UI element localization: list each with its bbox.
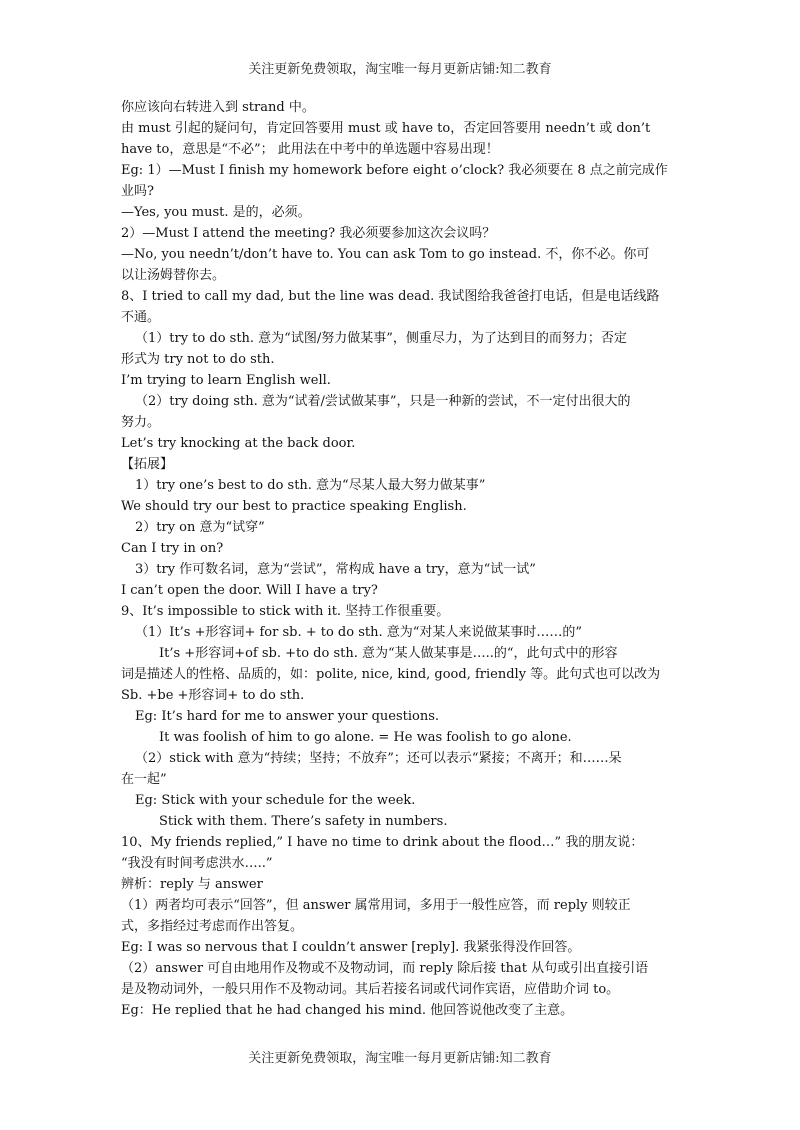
text-line: We should try our best to practice speaking English.	[121, 499, 467, 514]
text-line: 以让汤姆替你去。	[121, 268, 226, 283]
text-line: 8、I tried to call my dad, but the line was dead. 我试图给我爸爸打电话，但是电话线路	[121, 289, 660, 304]
text-line: Stick with them. There’s safety in numbers.	[159, 814, 448, 829]
text-line: 努力。	[121, 415, 161, 430]
text-line: 式，多指经过考虑而作出答复。	[121, 919, 304, 934]
page-footer: 关注更新免费领取，淘宝唯一每月更新店铺:知二教育	[248, 1051, 552, 1066]
text-line: —Yes, you must. 是的，必须。	[121, 205, 311, 220]
text-line: have to，意思是“不必”； 此用法在中考中的单选题中容易出现！	[121, 142, 499, 157]
page-header: 关注更新免费领取，淘宝唯一每月更新店铺:知二教育	[248, 62, 552, 77]
document-body	[121, 97, 677, 1021]
text-line: Eg：He replied that he had changed his mind. 他回答说他改变了主意。	[121, 1003, 574, 1018]
text-line: Eg: It’s hard for me to answer your questions.	[135, 709, 440, 724]
text-line: 1）try one’s best to do sth. 意为“尽某人最大努力做某事”	[135, 478, 486, 493]
text-line: 辨析：reply 与 answer	[121, 877, 263, 892]
text-line: 9、It’s impossible to stick with it. 坚持工作很重要。	[121, 604, 450, 619]
text-line: Eg: 1）—Must I finish my homework before eight o’clock? 我必须要在 8 点之前完成作	[121, 163, 668, 178]
text-line: 2）try on 意为“试穿”	[135, 520, 265, 535]
text-line: I can’t open the door. Will I have a try?	[121, 583, 378, 598]
text-line: Let’s try knocking at the back door.	[121, 436, 356, 451]
text-line: 在一起”	[121, 772, 167, 787]
text-line: 2）—Must I attend the meeting? 我必须要参加这次会议吗？	[121, 226, 496, 241]
text-line: 词是描述人的性格、品质的，如：polite, nice, kind, good, friendly 等。此句式也可以改为	[121, 667, 661, 682]
text-line: Can I try in on?	[121, 541, 224, 556]
text-line: —No, you needn’t/don’t have to. You can ask Tom to go instead. 不，你不必。你可	[121, 247, 650, 262]
text-line: 3）try 作可数名词，意为“尝试”，常构成 have a try，意为“试一试”	[135, 562, 536, 577]
text-line: 10、My friends replied,” I have no time to drink about the flood…” 我的朋友说：	[121, 835, 644, 850]
text-line: （2）answer 可自由地用作及物或不及物动词，而 reply 除后接 that 从句或引出直接引语	[121, 961, 649, 976]
text-line: 业吗?	[121, 184, 154, 199]
text-line: Eg: I was so nervous that I couldn’t answer [reply]. 我紧张得没作回答。	[121, 940, 581, 955]
text-line: （1）It’s +形容词+ for sb. + to do sth. 意为“对某人来说做某事时……的”	[135, 625, 583, 640]
text-line: 不通。	[121, 310, 161, 325]
text-line: （2）stick with 意为“持续；坚持；不放弃”；还可以表示“紧接；不离开；和……呆	[135, 751, 622, 766]
text-line: （1）两者均可表示“回答”，但 answer 属常用词，多用于一般性应答，而 reply 则较正	[121, 898, 631, 913]
text-line: 【拓展】	[121, 457, 174, 472]
text-line: 你应该向右转进入到 strand 中。	[121, 100, 315, 115]
text-line: I’m trying to learn English well.	[121, 373, 331, 388]
text-line: It’s +形容词+of sb. +to do sth. 意为“某人做某事是…..的“，此句式中的形容	[159, 646, 618, 661]
text-line: （2）try doing sth. 意为“试着/尝试做某事”，只是一种新的尝试，不一定付出很大的	[135, 394, 631, 409]
text-line: （1）try to do sth. 意为“试图/努力做某事”，侧重尽力，为了达到目的而努力；否定	[135, 331, 627, 346]
text-line: “我没有时间考虑洪水…..”	[121, 856, 273, 871]
text-line: Eg: Stick with your schedule for the week.	[135, 793, 416, 808]
text-line: Sb. +be +形容词+ to do sth.	[121, 688, 305, 703]
text-line: It was foolish of him to go alone. = He was foolish to go alone.	[159, 730, 572, 745]
text-line: 由 must 引起的疑问句，肯定回答要用 must 或 have to，否定回答要用 needn’t 或 don’t	[121, 121, 651, 136]
text-line: 是及物动词外，一般只用作不及物动词。其后若接名词或代词作宾语，应借助介词 to。	[121, 982, 620, 997]
text-line: 形式为 try not to do sth.	[121, 352, 275, 367]
